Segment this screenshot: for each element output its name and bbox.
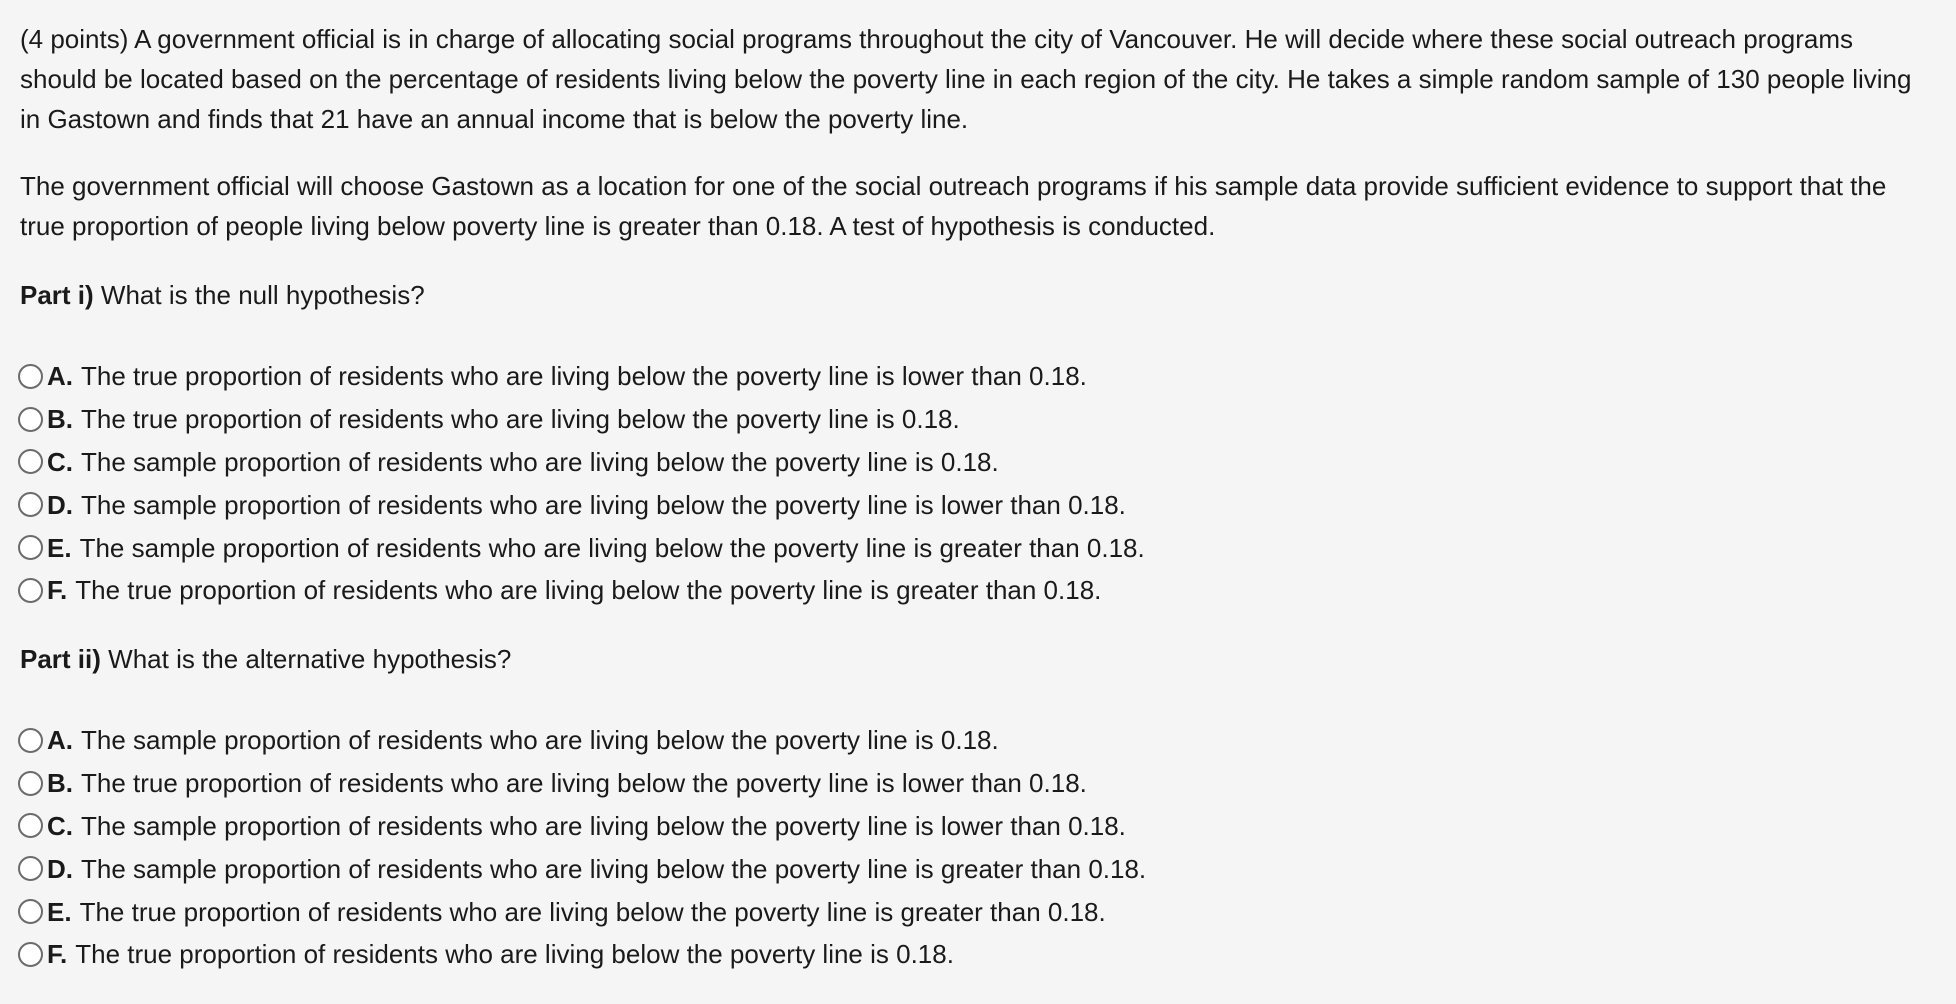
radio-button[interactable]	[18, 728, 43, 753]
part1-label: Part i)	[20, 280, 94, 310]
option-text: The sample proportion of residents who are living below the poverty line is 0.18.	[81, 446, 999, 477]
option-letter: E.	[47, 532, 72, 563]
option-letter: C.	[47, 446, 73, 477]
part1-option-f[interactable]	[18, 569, 1145, 612]
part1-option-b[interactable]	[18, 398, 1145, 441]
option-text: The sample proportion of residents who are living below the poverty line is lower than 0.18.	[81, 810, 1126, 841]
option-text: The true proportion of residents who are living below the poverty line is lower than 0.18.	[81, 361, 1087, 392]
option-text: The sample proportion of residents who are living below the poverty line is 0.18.	[81, 725, 999, 756]
question-intro-paragraph: (4 points) A government official is in charge of allocating social programs throughout the city of Vancouver. He will decide where these social outreach programs should be located based on the percentage of residents living below the poverty line in each region of the city. He takes a simple random sample of 130 people living in Gastown and finds that 21 have an annual income that is below the poverty line.	[20, 24, 1912, 134]
option-text: The true proportion of residents who are living below the poverty line is greater than 0.18.	[79, 896, 1106, 927]
option-text: The true proportion of residents who are living below the poverty line is 0.18.	[75, 939, 954, 970]
option-letter: F.	[47, 575, 68, 606]
option-text: The true proportion of residents who are living below the poverty line is lower than 0.18.	[81, 768, 1087, 799]
option-letter: A.	[47, 725, 73, 756]
radio-button[interactable]	[18, 449, 43, 474]
option-letter: D.	[47, 489, 73, 520]
part2-option-e[interactable]	[18, 890, 1146, 933]
radio-button[interactable]	[18, 813, 43, 838]
option-text: The true proportion of residents who are living below the poverty line is greater than 0.18.	[75, 575, 1102, 606]
option-text: The sample proportion of residents who are living below the poverty line is greater than 0.18.	[79, 532, 1145, 563]
radio-button[interactable]	[18, 942, 43, 967]
option-letter: F.	[47, 939, 68, 970]
part2-label: Part ii)	[20, 644, 101, 674]
radio-button[interactable]	[18, 535, 43, 560]
part1-option-d[interactable]	[18, 483, 1145, 526]
radio-button[interactable]	[18, 407, 43, 432]
option-text: The sample proportion of residents who are living below the poverty line is greater than 0.18.	[81, 853, 1147, 884]
option-letter: B.	[47, 768, 73, 799]
option-letter: B.	[47, 404, 73, 435]
part2-prompt: What is the alternative hypothesis?	[108, 644, 512, 674]
part1-heading	[20, 275, 425, 315]
option-text: The sample proportion of residents who are living below the poverty line is lower than 0.18.	[81, 489, 1126, 520]
option-letter: E.	[47, 896, 72, 927]
radio-button[interactable]	[18, 899, 43, 924]
option-letter: C.	[47, 810, 73, 841]
part1-option-c[interactable]	[18, 441, 1145, 484]
part2-option-b[interactable]	[18, 762, 1146, 805]
radio-button[interactable]	[18, 856, 43, 881]
part2-options	[18, 719, 1146, 976]
part1-prompt: What is the null hypothesis?	[100, 280, 425, 310]
option-text: The true proportion of residents who are living below the poverty line is 0.18.	[81, 404, 960, 435]
option-letter: D.	[47, 853, 73, 884]
radio-button[interactable]	[18, 771, 43, 796]
radio-button[interactable]	[18, 492, 43, 517]
radio-button[interactable]	[18, 578, 43, 603]
part1-options	[18, 355, 1145, 612]
radio-button[interactable]	[18, 364, 43, 389]
option-letter: A.	[47, 361, 73, 392]
part2-option-a[interactable]	[18, 719, 1146, 762]
part1-option-a[interactable]	[18, 355, 1145, 398]
part2-heading	[20, 639, 511, 679]
question-criteria-paragraph: The government official will choose Gastown as a location for one of the social outreach programs if his sample data provide sufficient evidence to support that the true proportion of people living below poverty line is greater than 0.18. A test of hypothesis is conducted.	[20, 171, 1887, 241]
part1-option-e[interactable]	[18, 526, 1145, 569]
part2-option-c[interactable]	[18, 805, 1146, 848]
part2-option-f[interactable]	[18, 933, 1146, 976]
part2-option-d[interactable]	[18, 847, 1146, 890]
